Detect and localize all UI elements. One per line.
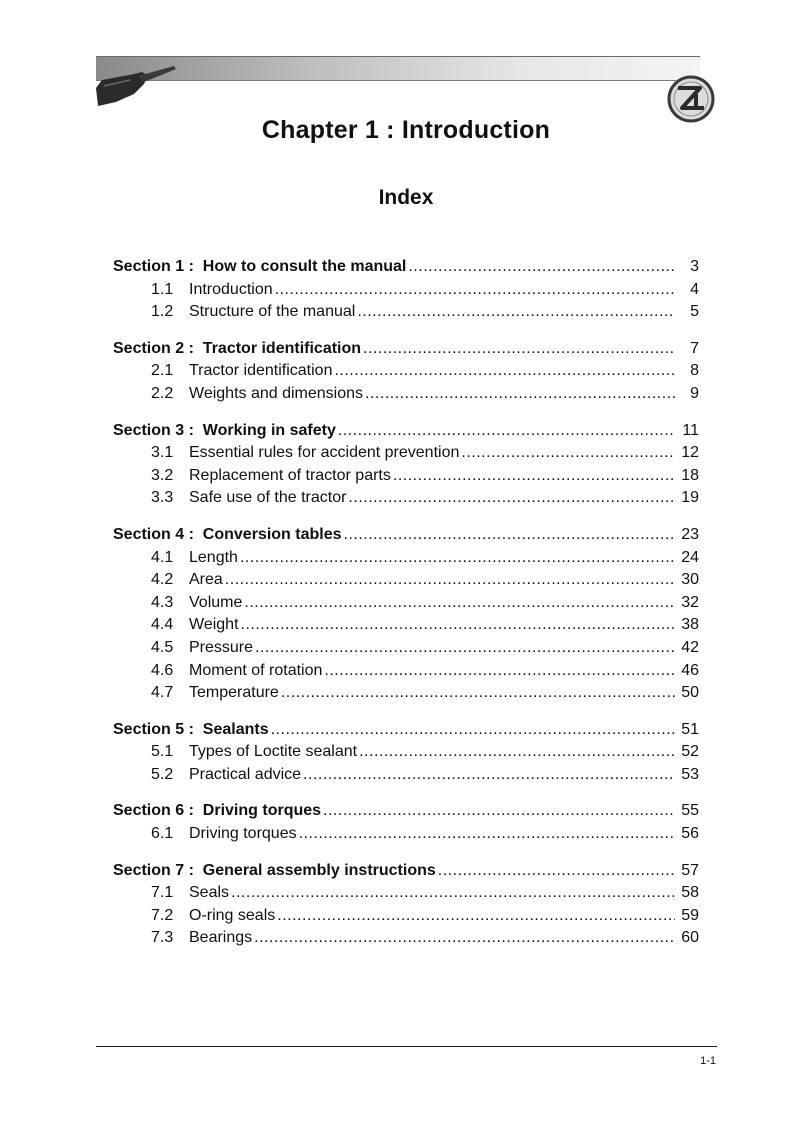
dot-leader [303,764,675,787]
subsection-row[interactable] [113,614,699,637]
subsection-row[interactable] [113,301,699,324]
section-heading-row[interactable] [113,860,699,883]
subsection-page-number: 56 [681,825,699,843]
subsection-page-number: 53 [681,765,699,783]
section-page-number: 11 [682,421,699,439]
subsection-number: 1.1 [151,280,174,298]
subsection-number: 3.1 [151,444,174,462]
subsection-row[interactable] [113,360,699,383]
subsection-title: Pressure [189,638,254,656]
dot-leader [344,524,676,547]
subsection-page-number: 32 [681,593,699,611]
subsection-title: Area [189,571,223,589]
subsection-title: Safe use of the tractor [189,489,347,507]
section-number: Section 1 : [113,258,203,275]
dot-leader [438,860,675,883]
dot-leader [277,905,675,928]
subsection-row[interactable] [113,547,699,570]
subsection-title: Volume [189,593,243,611]
header-rule [96,80,676,81]
dot-leader [255,637,675,660]
table-of-contents [113,256,699,964]
subsection-title: Types of Loctite sealant [189,743,358,761]
section-title: Working in safety [202,421,336,439]
toc-section [113,338,699,406]
subsection-page-number: 38 [681,616,699,634]
dot-leader [244,592,675,615]
subsection-title: Weight [189,616,239,634]
toc-section [113,524,699,705]
toc-section [113,256,699,324]
subsection-number: 4.1 [151,548,174,566]
subsection-title: Replacement of tractor parts [189,466,391,484]
section-title: Conversion tables [202,525,342,543]
subsection-page-number: 46 [681,661,699,679]
subsection-number: 4.3 [151,593,174,611]
page-number: 1-1 [700,1055,716,1067]
subsection-row[interactable] [113,823,699,846]
subsection-title: Essential rules for accident prevention [189,444,460,462]
dot-leader [225,569,675,592]
subsection-page-number: 24 [681,548,699,566]
subsection-title: Driving torques [189,825,297,843]
dot-leader [281,682,675,705]
subsection-row[interactable] [113,592,699,615]
subsection-title: Practical advice [189,765,302,783]
subsection-number: 7.1 [151,884,174,902]
dot-leader [324,660,675,683]
subsection-row[interactable] [113,487,699,510]
subsection-number: 7.3 [151,929,174,947]
subsection-row[interactable] [113,741,699,764]
subsection-page-number: 60 [681,929,699,947]
subsection-number: 4.7 [151,684,174,702]
subsection-title: O-ring seals [189,906,276,924]
section-page-number: 51 [681,720,699,738]
subsection-title: Length [189,548,238,566]
dot-leader [240,547,675,570]
section-title: General assembly instructions [202,861,436,879]
dot-leader [323,800,675,823]
subsection-number: 3.3 [151,489,174,507]
subsection-row[interactable] [113,764,699,787]
subsection-number: 4.2 [151,571,174,589]
section-number: Section 2 : [113,339,203,357]
dot-leader [271,719,675,742]
dot-leader [299,823,675,846]
index-title: Index [378,186,434,209]
dot-leader [348,487,675,510]
dot-leader [254,927,675,950]
subsection-number: 2.1 [151,362,174,380]
section-number: Section 3 : [113,421,203,439]
subsection-number: 4.4 [151,616,174,634]
subsection-title: Structure of the manual [189,303,356,321]
chapter-title: Chapter 1 : Introduction [261,116,551,144]
subsection-row[interactable] [113,882,699,905]
subsection-row[interactable] [113,905,699,928]
dot-leader [275,279,675,302]
subsection-page-number: 19 [681,489,699,507]
subsection-row[interactable] [113,465,699,488]
subsection-page-number: 42 [681,638,699,656]
subsection-page-number: 59 [681,906,699,924]
subsection-page-number: 52 [681,743,699,761]
subsection-title: Bearings [189,929,253,947]
dot-leader [357,301,675,324]
section-page-number: 57 [681,861,699,879]
subsection-row[interactable] [113,682,699,705]
subsection-title: Weights and dimensions [189,384,364,402]
section-title: Sealants [202,720,269,738]
dot-leader [461,442,675,465]
dot-leader [359,741,675,764]
section-number: Section 5 : [113,720,203,738]
subsection-title: Moment of rotation [189,661,323,679]
section-heading-row[interactable] [113,338,699,361]
section-page-number: 3 [690,258,699,275]
subsection-number: 1.2 [151,303,174,321]
subsection-title: Introduction [189,280,273,298]
section-heading-row[interactable] [113,719,699,742]
subsection-page-number: 8 [690,362,699,380]
dot-leader [231,882,675,905]
toc-section [113,719,699,787]
dot-leader [363,338,675,361]
section-title: Tractor identification [202,339,362,357]
dot-leader [365,383,675,406]
section-page-number: 23 [681,525,699,543]
subsection-number: 3.2 [151,466,174,484]
subsection-page-number: 12 [681,444,699,462]
subsection-number: 5.2 [151,765,174,783]
header-band [96,56,700,81]
section-heading-row[interactable] [113,524,699,547]
subsection-page-number: 58 [681,884,699,902]
subsection-row[interactable] [113,927,699,950]
subsection-row[interactable] [113,569,699,592]
subsection-number: 4.5 [151,638,174,656]
toc-section [113,800,699,845]
subsection-row[interactable] [113,637,699,660]
section-number: Section 7 : [113,861,203,879]
subsection-page-number: 30 [681,571,699,589]
subsection-title: Tractor identification [189,362,333,380]
subsection-title: Temperature [189,684,279,702]
subsection-page-number: 4 [690,280,699,298]
toc-section [113,860,699,950]
dot-leader [334,360,675,383]
subsection-number: 2.2 [151,384,174,402]
subsection-page-number: 50 [681,684,699,702]
subsection-number: 7.2 [151,906,174,924]
subsection-row[interactable] [113,442,699,465]
footer-rule [96,1046,717,1047]
section-title: Driving torques [202,802,322,820]
subsection-number: 6.1 [151,825,174,843]
subsection-number: 4.6 [151,661,174,679]
section-page-number: 7 [690,339,699,357]
section-heading-row[interactable] [113,420,699,443]
toc-section [113,420,699,510]
subsection-row[interactable] [113,660,699,683]
subsection-page-number: 5 [690,303,699,321]
subsection-page-number: 9 [690,384,699,402]
section-heading-row[interactable] [113,256,699,279]
dot-leader [241,614,675,637]
dot-leader [408,256,675,279]
subsection-row[interactable] [113,279,699,302]
subsection-page-number: 18 [681,466,699,484]
subsection-row[interactable] [113,383,699,406]
dot-leader [338,420,675,443]
subsection-title: Seals [189,884,230,902]
section-number: Section 6 : [113,802,203,820]
section-number: Section 4 : [113,525,203,543]
dot-leader [393,465,675,488]
pointing-hand-icon [94,60,178,108]
subsection-number: 5.1 [151,743,174,761]
section-title: How to consult the manual [202,258,407,275]
section-heading-row[interactable] [113,800,699,823]
section-page-number: 55 [681,802,699,820]
